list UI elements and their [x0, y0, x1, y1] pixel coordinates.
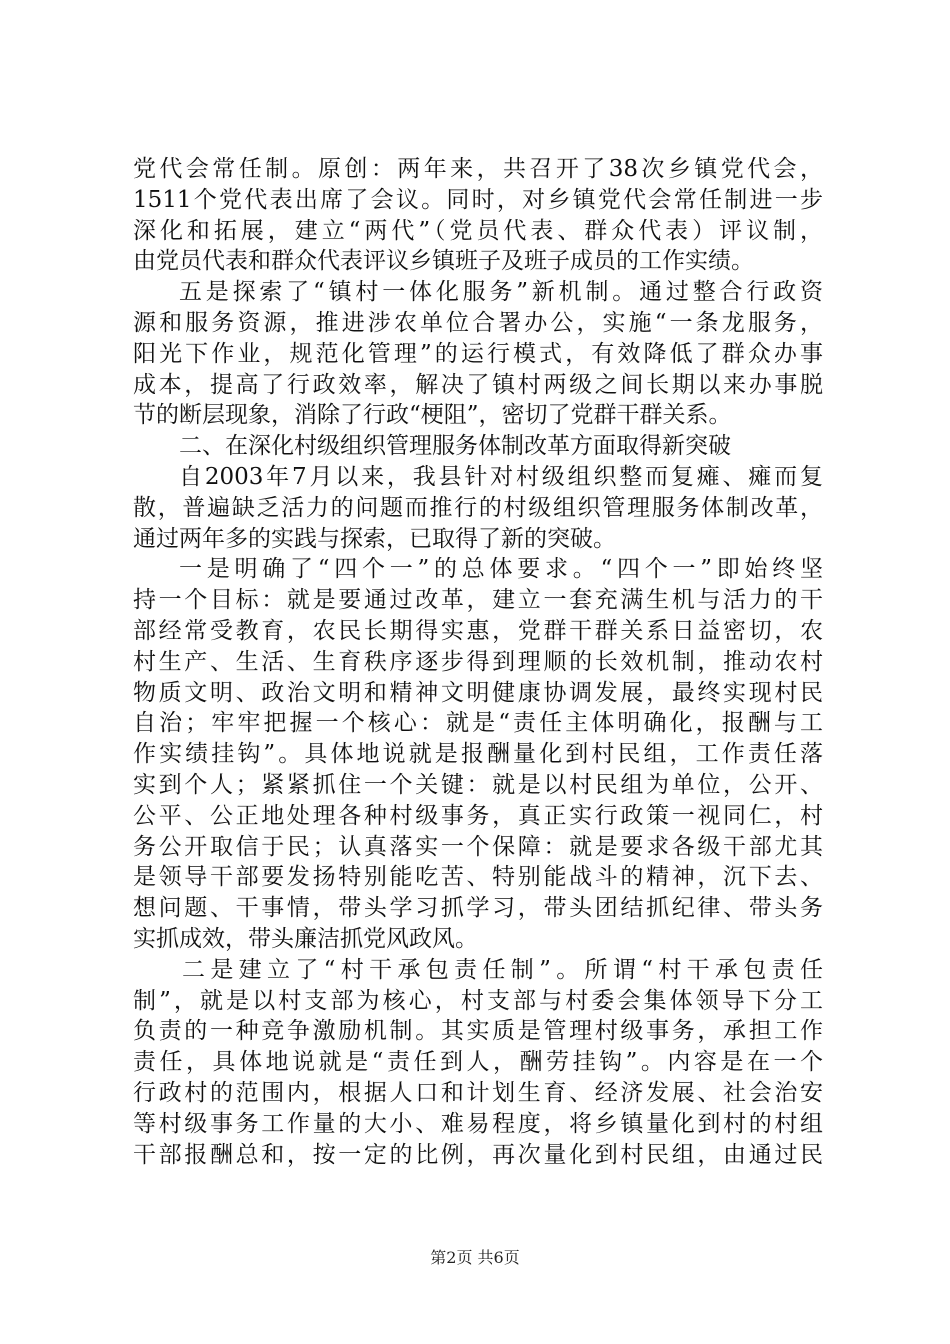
text-line: 公平、公正地处理各种村级事务，真正实行政策一视同仁，村 [133, 802, 823, 829]
text-line: 物质文明、政治文明和精神文明健康协调发展，最终实现村民 [133, 679, 823, 706]
text-line: 散，普遍缺乏活力的问题而推行的村级组织管理服务体制改革， [133, 494, 823, 521]
section-heading: 二、在深化村级组织管理服务体制改革方面取得新突破 [179, 433, 731, 460]
document-body [133, 154, 823, 1170]
text-line: 务公开取信于民；认真落实一个保障：就是要求各级干部尤其 [133, 833, 823, 860]
text-line: 通过两年多的实践与探索，已取得了新的突破。 [133, 525, 616, 552]
text-line: 实到个人；紧紧抓住一个关键：就是以村民组为单位，公开、 [133, 771, 823, 798]
text-line: 深化和拓展，建立“两代”（党员代表、群众代表）评议制， [133, 217, 823, 244]
text-line: 五是探索了“镇村一体化服务”新机制。通过整合行政资 [179, 279, 823, 306]
text-line: 制”，就是以村支部为核心，村支部与村委会集体领导下分工 [133, 987, 823, 1014]
text-line: 实抓成效，带头廉洁抓党风政风。 [133, 925, 478, 952]
text-line: 源和服务资源，推进涉农单位合署办公，实施“一条龙服务， [133, 309, 823, 336]
text-line: 行政村的范围内，根据人口和计划生育、经济发展、社会治安 [133, 1079, 823, 1106]
text-line: 1511个党代表出席了会议。同时，对乡镇党代会常任制进一步 [133, 186, 823, 213]
text-line: 责任，具体地说就是“责任到人，酬劳挂钩”。内容是在一个 [133, 1049, 823, 1076]
text-line: 等村级事务工作量的大小、难易程度，将乡镇量化到村的村组 [133, 1110, 823, 1137]
text-line: 持一个目标：就是要通过改革，建立一套充满生机与活力的干 [133, 587, 823, 614]
text-line: 干部报酬总和，按一定的比例，再次量化到村民组，由通过民 [133, 1141, 823, 1168]
text-line: 部经常受教育，农民长期得实惠，党群干群关系日益密切，农 [133, 617, 823, 644]
text-line: 党代会常任制。原创：两年来，共召开了38次乡镇党代会， [133, 156, 823, 182]
text-line: 由党员代表和群众代表评议乡镇班子及班子成员的工作实绩。 [133, 248, 754, 275]
text-line: 作实绩挂钩”。具体地说就是报酬量化到村民组，工作责任落 [133, 741, 823, 768]
text-line: 村生产、生活、生育秩序逐步得到理顺的长效机制，推动农村 [133, 648, 823, 675]
text-line: 节的断层现象，消除了行政“梗阻”，密切了党群干群关系。 [133, 402, 732, 429]
text-line: 是领导干部要发扬特别能吃苦、特别能战斗的精神，沉下去、 [133, 864, 823, 891]
text-line: 成本，提高了行政效率，解决了镇村两级之间长期以来办事脱 [133, 371, 823, 398]
text-line: 自治；牢牢把握一个核心：就是“责任主体明确化，报酬与工 [133, 710, 823, 737]
text-line: 想问题、干事情，带头学习抓学习，带头团结抓纪律、带头务 [133, 895, 823, 922]
text-line: 二是建立了“村干承包责任制”。所谓“村干承包责任 [182, 956, 823, 983]
text-line: 一是明确了“四个一”的总体要求。“四个一”即始终坚 [179, 556, 823, 583]
page-number-label: 第2页 共6页 [430, 1248, 520, 1267]
text-line: 自2003年7月以来，我县针对村级组织整而复瘫、瘫而复 [179, 463, 823, 490]
text-line: 阳光下作业，规范化管理”的运行模式，有效降低了群众办事 [133, 340, 823, 367]
page-footer [0, 1245, 950, 1268]
text-line: 负责的一种竞争激励机制。其实质是管理村级事务，承担工作 [133, 1018, 823, 1045]
